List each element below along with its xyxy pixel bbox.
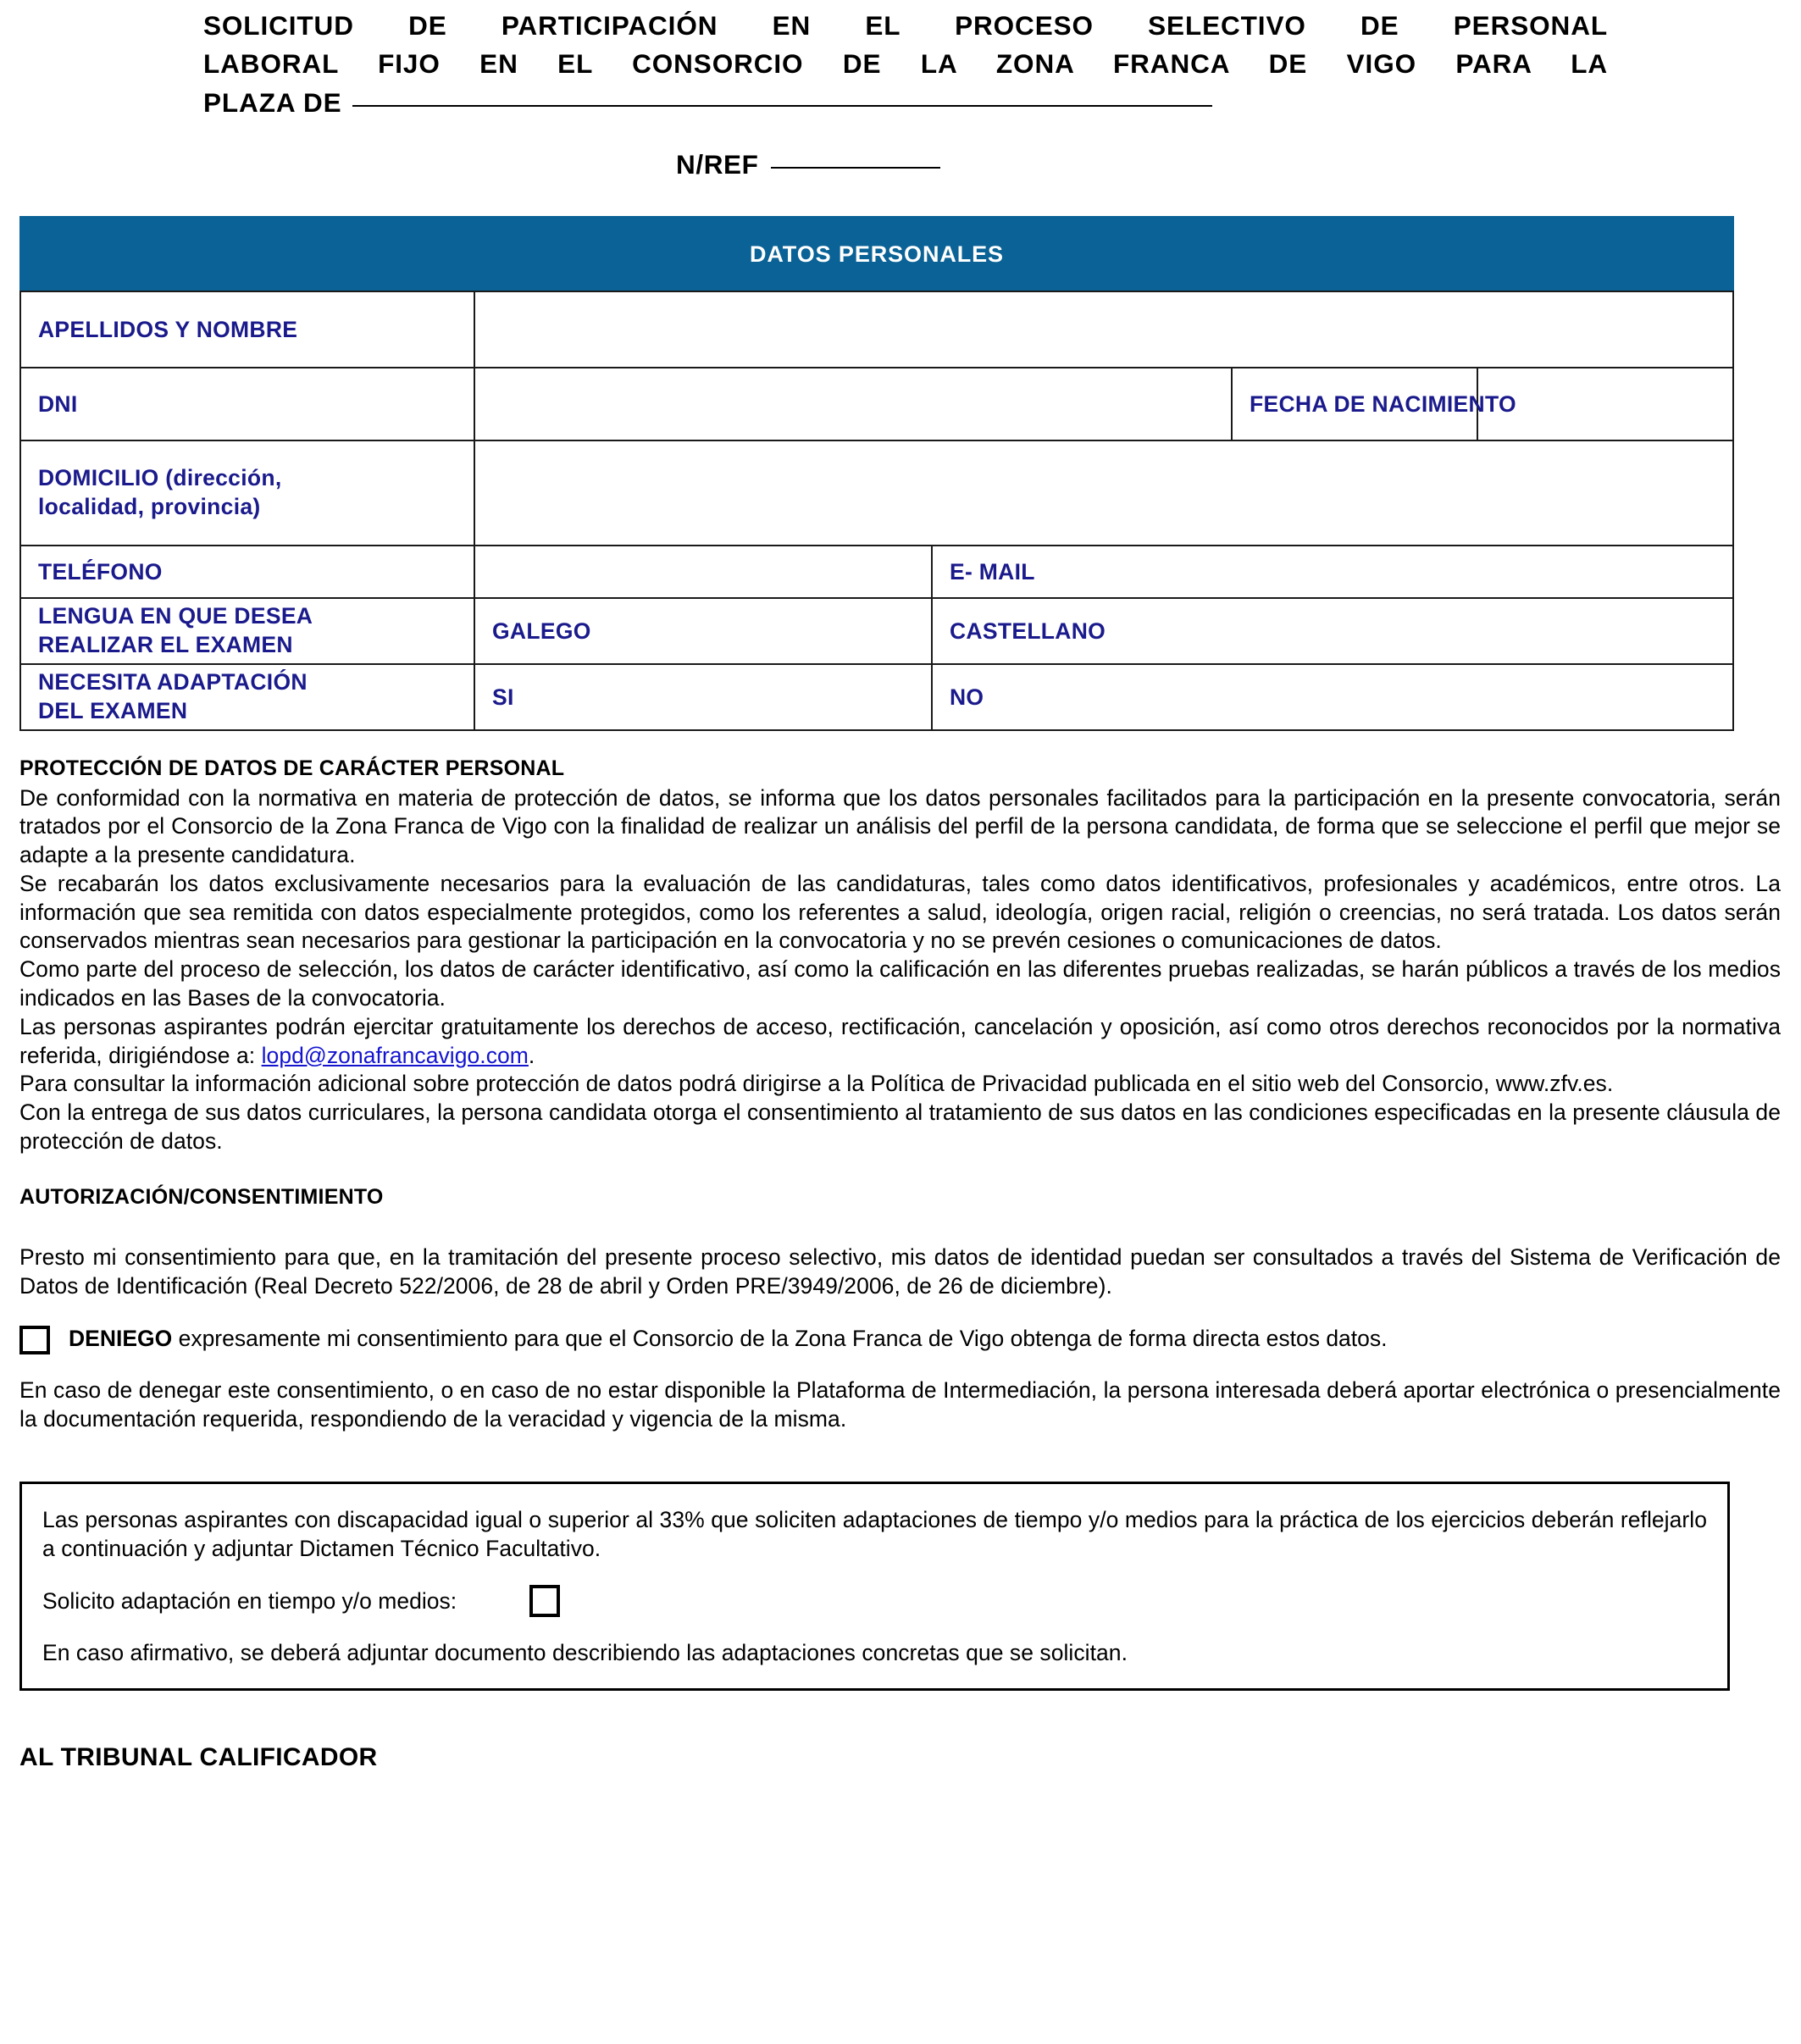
lopd-email-link[interactable]: lopd@zonafrancavigo.com [261,1042,529,1068]
data-protection-paragraph-2: Se recabarán los datos exclusivamente necesarios para la evaluación de las candidaturas, tales como datos identificativos, profesionales y académicos, entre otros. La información que sea remitida con datos especialmente protegidos, como los referentes a salud, ideología, origen racial, religión o creencias, no será tratada. Los datos serán conservados mientras sean necesarios para gestionar la participación en la convocatoria y no se prevén cesiones o comunicaciones de datos. [19,870,1781,954]
label-necesita-adaptacion [20,664,474,730]
table-row [20,664,1733,730]
table-row [20,291,1733,368]
title-line-1: SOLICITUD DE PARTICIPACIÓN EN EL PROCESO SELECTIVO DE PERSONAL [203,10,1608,41]
title-line-2: LABORAL FIJO EN EL CONSORCIO DE LA ZONA FRANCA DE VIGO PARA LA [203,48,1608,80]
option-galego[interactable]: GALEGO [474,598,932,664]
table-header-row [20,217,1733,291]
table-header-datos-personales: DATOS PERSONALES [20,217,1733,291]
deny-consent-checkbox[interactable] [19,1326,50,1354]
closing-paragraph: En caso de denegar este consentimiento, o en caso de no estar disponible la Plataforma de Intermediación, la persona interesada deberá aportar electrónica o presencialmente la documentación requerida, respondiendo de la veracidad y vigencia de la misma. [19,1377,1781,1432]
adaptation-intro: Las personas aspirantes con discapacidad igual o superior al 33% que soliciten adaptaciones de tiempo y/o medios para la práctica de los ejercicios deberán reflejarlo a continuación y adjuntar Dictamen Técnico Facultativo. [42,1506,1707,1561]
option-si[interactable]: SI [474,664,932,730]
paragraph-4-text-after: . [528,1042,535,1068]
data-protection-paragraph-6: Con la entrega de sus datos curriculares, la persona candidata otorga el consentimiento al tratamiento de sus datos en las condiciones especificadas en la presente cláusula de protección de datos. [19,1100,1781,1154]
paragraph-4-text-before: Las personas aspirantes podrán ejercitar gratuitamente los derechos de acceso, rectificación, cancelación y oposición, así como otros derechos reconocidos por la normativa referida, dirigiéndose a: [19,1013,1781,1068]
addressee-line: AL TRIBUNAL CALIFICADOR [19,1743,378,1772]
label-email: E- MAIL [932,546,1733,598]
personal-data-table [19,216,1734,731]
label-apellidos-y-nombre: APELLIDOS Y NOMBRE [20,291,474,368]
data-protection-paragraph-1: De conformidad con la normativa en materia de protección de datos, se informa que los datos personales facilitados para la participación en la presente convocatoria, serán tratados por el Consorcio de la Zona Franca de Vigo con la finalidad de realizar un análisis del perfil de la persona candidata, de forma que se seleccione el perfil que mejor se adapte a la presente candidatura. [19,784,1781,868]
label-domicilio [20,440,474,546]
spacer [19,1354,1781,1377]
adaptation-request-checkbox[interactable] [529,1585,560,1617]
data-protection-section [15,755,1786,1156]
title-line-3-row [203,84,1608,122]
option-castellano[interactable]: CASTELLANO [932,598,1733,664]
plaza-de-fill-line[interactable] [352,105,1212,107]
label-lengua-examen [20,598,474,664]
adaptation-request-row [42,1585,1707,1617]
label-dni: DNI [20,368,474,440]
label-adaptacion-line2: DEL EXAMEN [38,698,188,724]
input-apellidos-y-nombre[interactable] [474,291,1733,368]
label-domicilio-line2: localidad, provincia) [38,494,261,520]
consent-paragraph: Presto mi consentimiento para que, en la tramitación del presente proceso selectivo, mis datos de identidad puedan ser consultados a través del Sistema de Verificación de Datos de Identificación (Real Decreto 522/2006, de 28 de abril y Orden PRE/3949/2006, de 26 de diciembre). [19,1244,1781,1299]
adaptation-request-label: Solicito adaptación en tiempo y/o medios: [42,1587,457,1614]
table-row [20,598,1733,664]
input-dni[interactable] [474,368,1232,440]
nref-fill-line[interactable] [771,167,940,169]
deny-consent-row [19,1322,1781,1354]
label-telefono: TELÉFONO [20,546,474,598]
label-fecha-de-nacimiento: FECHA DE NACIMIENTO [1232,368,1477,440]
label-domicilio-line1: DOMICILIO (dirección, [38,465,282,491]
label-lengua-line2: REALIZAR EL EXAMEN [38,632,293,658]
adaptation-request-box [19,1482,1730,1691]
authorization-heading: AUTORIZACIÓN/CONSENTIMIENTO [19,1184,384,1209]
table-row [20,546,1733,598]
data-protection-heading: PROTECCIÓN DE DATOS DE CARÁCTER PERSONAL [19,756,565,781]
label-adaptacion-line1: NECESITA ADAPTACIÓN [38,669,308,695]
title-line-3: PLAZA DE [203,86,342,118]
label-lengua-line1: LENGUA EN QUE DESEA [38,603,313,629]
adaptation-note: En caso afirmativo, se deberá adjuntar documento describiendo las adaptaciones concretas que se solicitan. [42,1640,1128,1666]
authorization-section [15,1185,1786,1434]
data-protection-paragraph-3: Como parte del proceso de selección, los datos de carácter identificativo, así como la calificación en las diferentes pruebas realizadas, se harán públicos a través de los medios indicados en las Bases de la convocatoria. [19,956,1781,1011]
deny-consent-rest: expresamente mi consentimiento para que el Consorcio de la Zona Franca de Vigo obtenga de forma directa estos datos. [172,1326,1388,1352]
nref-label: N/REF [676,149,759,180]
data-protection-paragraph-4 [19,1013,1781,1071]
input-telefono[interactable] [474,546,932,598]
input-domicilio[interactable] [474,440,1733,546]
data-protection-paragraph-5: Para consultar la información adicional sobre protección de datos podrá dirigirse a la Política de Privacidad publicada en el sitio web del Consorcio, www.zfv.es. [19,1071,1614,1097]
option-no[interactable]: NO [932,664,1733,730]
document-title [15,0,1786,122]
spacer [19,1210,1781,1244]
nref-row [15,149,1786,180]
table-row [20,440,1733,546]
table-row [20,368,1733,440]
spacer [19,1300,1781,1322]
deny-consent-strong-label: DENIEGO [69,1326,173,1352]
deny-consent-text [69,1322,1388,1354]
